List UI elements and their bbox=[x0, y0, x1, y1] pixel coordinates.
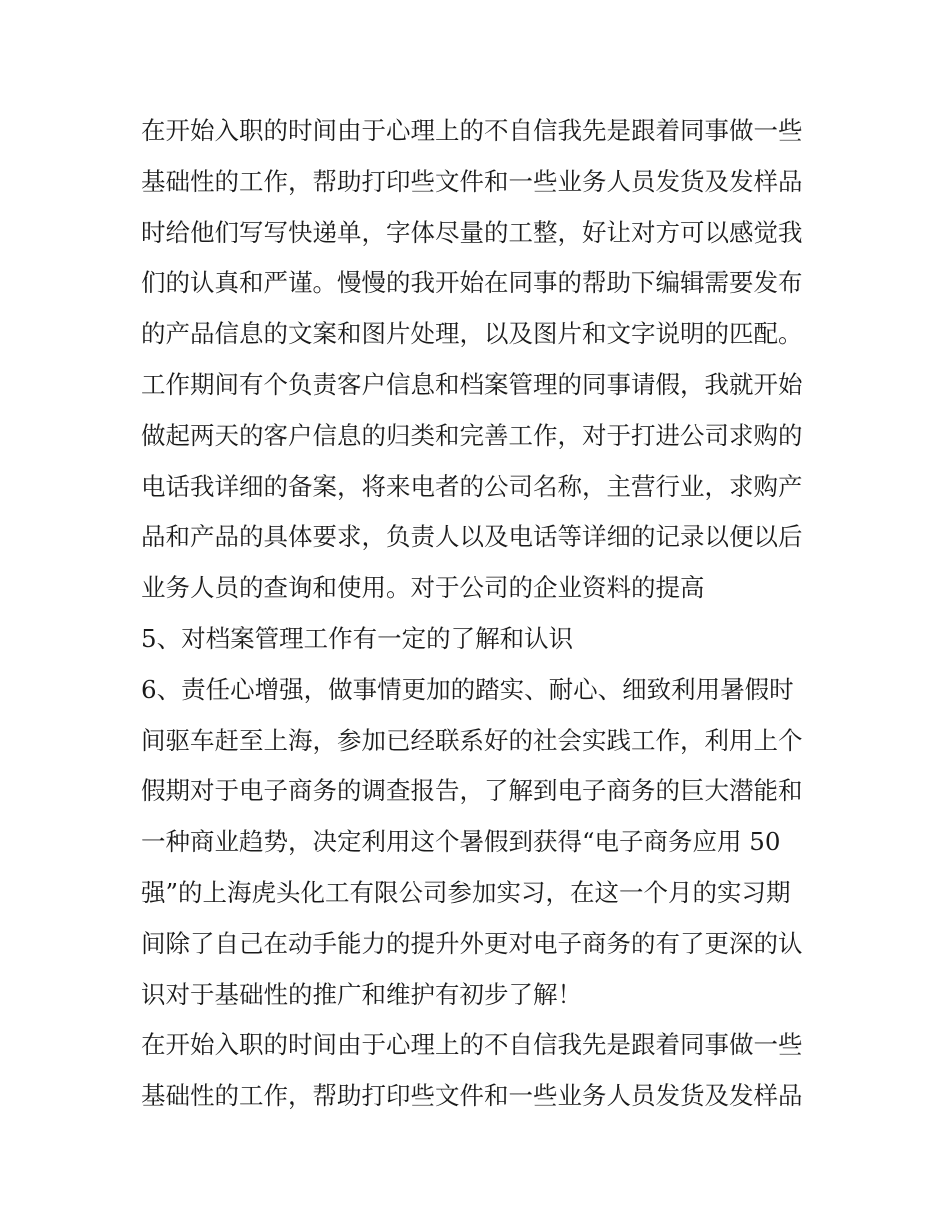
text-line: 基础性的工作，帮助打印些文件和一些业务人员发货及发样品 bbox=[141, 1081, 803, 1111]
text-line: 识对于基础性的推广和维护有初步了解！ bbox=[141, 979, 582, 1009]
document-body bbox=[141, 106, 821, 1122]
text-line: 电话我详细的备案，将来电者的公司名称，主营行业，求购产 bbox=[141, 471, 803, 501]
text-line: 基础性的工作，帮助打印些文件和一些业务人员发货及发样品 bbox=[141, 166, 803, 196]
text-line: 业务人员的查询和使用。对于公司的企业资料的提高 bbox=[141, 573, 705, 603]
text-line: 一种商业趋势，决定利用这个暑假到获得“电子商务应用 50 bbox=[141, 827, 781, 857]
text-line: 们的认真和严谨。慢慢的我开始在同事的帮助下编辑需要发布 bbox=[141, 268, 803, 298]
text-line: 时给他们写写快递单，字体尽量的工整，好让对方可以感觉我 bbox=[141, 217, 803, 247]
text-line: 假期对于电子商务的调查报告，了解到电子商务的巨大潜能和 bbox=[141, 776, 803, 806]
text-line: 工作期间有个负责客户信息和档案管理的同事请假，我就开始 bbox=[141, 369, 803, 399]
list-item-6: 6、责任心增强，做事情更加的踏实、耐心、细致利用暑假时 bbox=[141, 674, 794, 704]
text-line: 做起两天的客户信息的归类和完善工作，对于打进公司求购的 bbox=[141, 420, 803, 450]
text-line: 的产品信息的文案和图片处理，以及图片和文字说明的匹配。 bbox=[141, 319, 803, 349]
list-item-5: 5、对档案管理工作有一定的了解和认识 bbox=[141, 623, 574, 653]
text-line: 在开始入职的时间由于心理上的不自信我先是跟着同事做一些 bbox=[141, 1030, 803, 1060]
text-line: 间驱车赶至上海，参加已经联系好的社会实践工作，利用上个 bbox=[141, 725, 803, 755]
text-line: 在开始入职的时间由于心理上的不自信我先是跟着同事做一些 bbox=[141, 116, 803, 145]
text-line: 间除了自己在动手能力的提升外更对电子商务的有了更深的认 bbox=[141, 928, 803, 958]
text-line: 强”的上海虎头化工有限公司参加实习，在这一个月的实习期 bbox=[141, 877, 791, 907]
text-line: 品和产品的具体要求，负责人以及电话等详细的记录以便以后 bbox=[141, 522, 803, 552]
